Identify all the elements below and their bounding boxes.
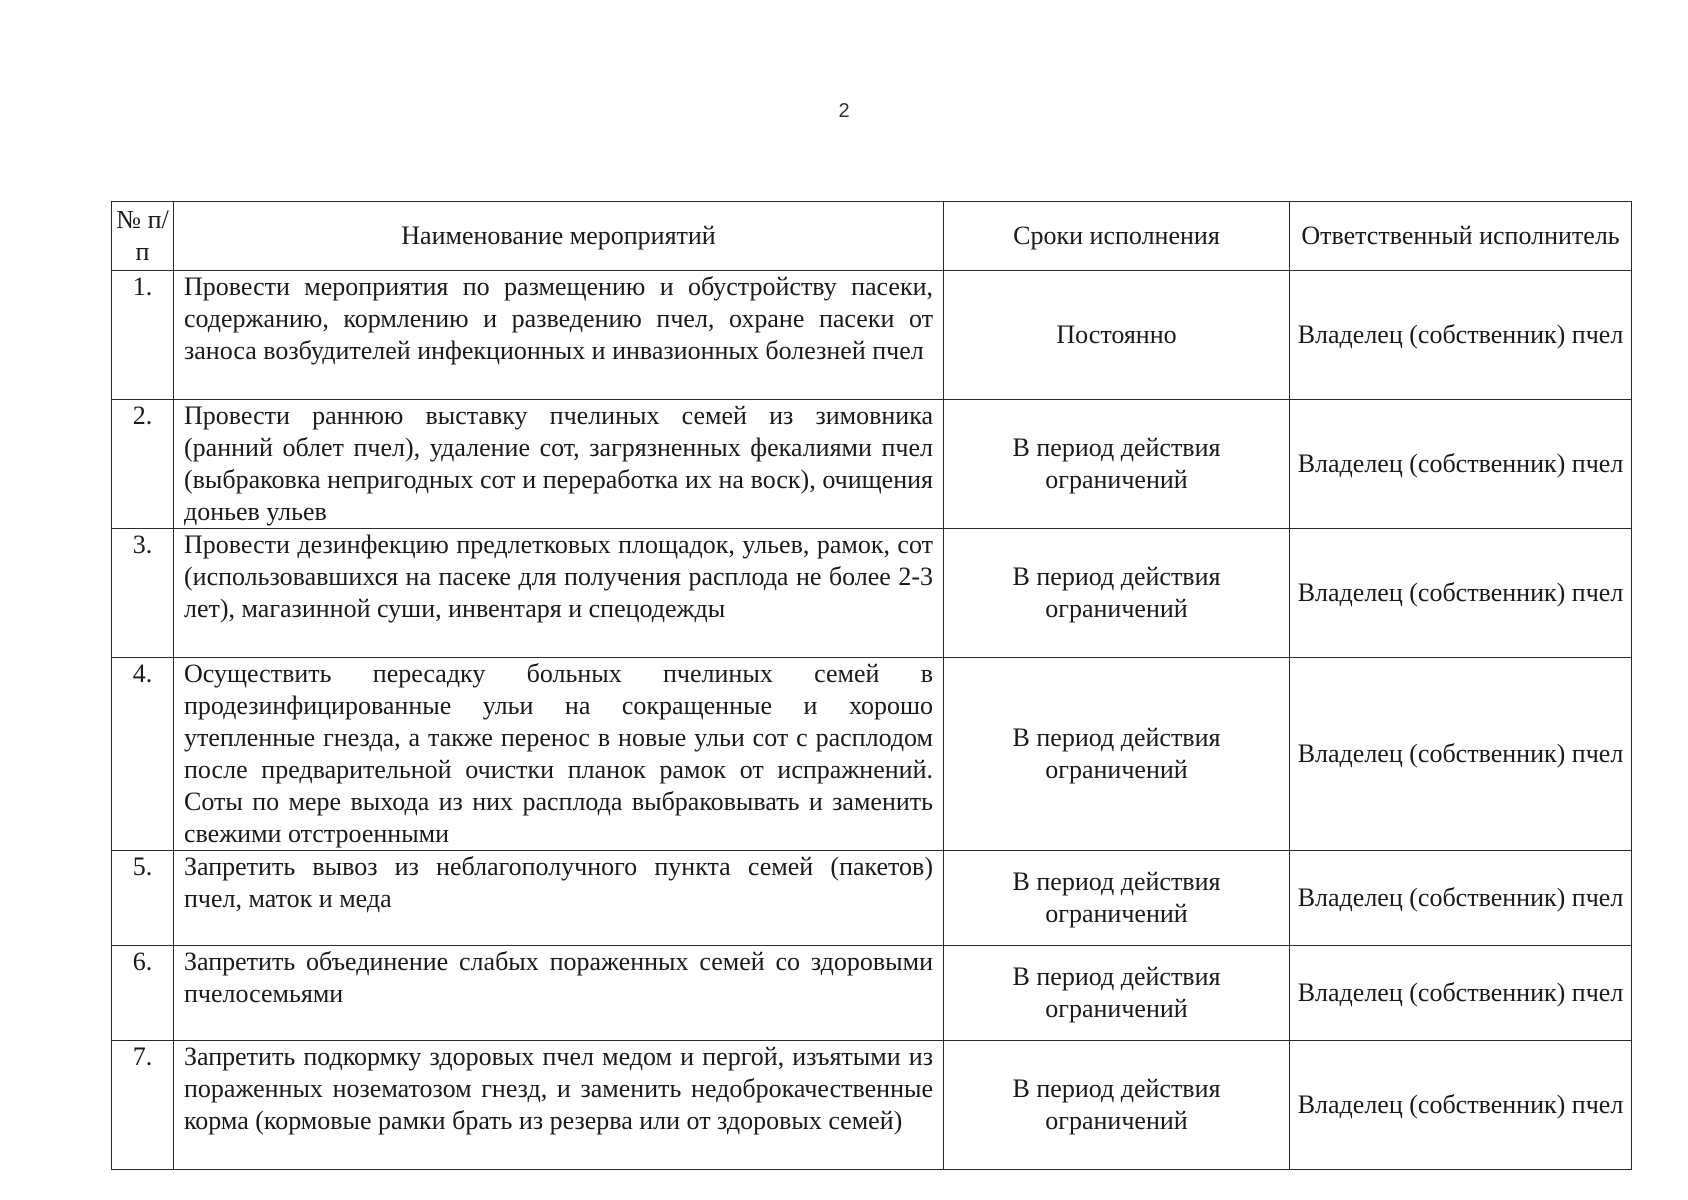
measure-term: В период действия ограничений [944, 658, 1290, 851]
measure-responsible: Владелец (собственник) пчел [1290, 529, 1632, 658]
row-number: 3. [112, 529, 174, 658]
header-responsible: Ответственный исполнитель [1290, 202, 1632, 271]
measure-name: Запретить вывоз из неблагополучного пункта семей (пакетов) пчел, маток и меда [174, 851, 944, 946]
measure-responsible: Владелец (собственник) пчел [1290, 658, 1632, 851]
table-row [112, 851, 1632, 946]
page-number: 2 [838, 100, 850, 122]
measure-name: Провести раннюю выставку пчелиных семей из зимовника (ранний облет пчел), удаление сот, загрязненных фекалиями пчел (выбраковка непригодных сот и переработка их на воск), очищения доньев ульев [174, 400, 944, 529]
measure-responsible: Владелец (собственник) пчел [1290, 946, 1632, 1041]
measure-term: В период действия ограничений [944, 400, 1290, 529]
header-num: № п/п [112, 202, 174, 271]
table-row [112, 400, 1632, 529]
row-number: 4. [112, 658, 174, 851]
row-number: 7. [112, 1041, 174, 1170]
measure-responsible: Владелец (собственник) пчел [1290, 851, 1632, 946]
measure-term: Постоянно [944, 271, 1290, 400]
table-row [112, 1041, 1632, 1170]
measure-responsible: Владелец (собственник) пчел [1290, 1041, 1632, 1170]
table-row [112, 271, 1632, 400]
row-number: 5. [112, 851, 174, 946]
row-number: 6. [112, 946, 174, 1041]
header-name: Наименование мероприятий [174, 202, 944, 271]
measure-name: Провести мероприятия по размещению и обустройству пасеки, содержанию, кормлению и разведению пчел, охране пасеки от заноса возбудителей инфекционных и инвазионных болезней пчел [174, 271, 944, 400]
measure-term: В период действия ограничений [944, 529, 1290, 658]
measure-responsible: Владелец (собственник) пчел [1290, 400, 1632, 529]
measure-term: В период действия ограничений [944, 1041, 1290, 1170]
measures-table [111, 201, 1632, 1170]
table-row [112, 529, 1632, 658]
measure-term: В период действия ограничений [944, 946, 1290, 1041]
row-number: 1. [112, 271, 174, 400]
measure-name: Запретить объединение слабых пораженных семей со здоровыми пчелосемьями [174, 946, 944, 1041]
table-header-row [112, 202, 1632, 271]
measure-name: Провести дезинфекцию предлетковых площадок, ульев, рамок, сот (использовавшихся на пасеке для получения расплода не более 2-3 лет), магазинной суши, инвентаря и спецодежды [174, 529, 944, 658]
table-row [112, 946, 1632, 1041]
measure-name: Запретить подкормку здоровых пчел медом и пергой, изъятыми из пораженных нозематозом гнезд, и заменить недоброкачественные корма (кормовые рамки брать из резерва или от здоровых семей) [174, 1041, 944, 1170]
measure-responsible: Владелец (собственник) пчел [1290, 271, 1632, 400]
row-number: 2. [112, 400, 174, 529]
header-term: Сроки исполнения [944, 202, 1290, 271]
table-row [112, 658, 1632, 851]
measure-name: Осуществить пересадку больных пчелиных семей в продезинфицированные ульи на сокращенные и хорошо утепленные гнезда, а также перенос в новые ульи сот с расплодом после предварительной очистки планок рамок от испражнений. Соты по мере выхода из них расплода выбраковывать и заменить свежими отстроенными [174, 658, 944, 851]
measure-term: В период действия ограничений [944, 851, 1290, 946]
